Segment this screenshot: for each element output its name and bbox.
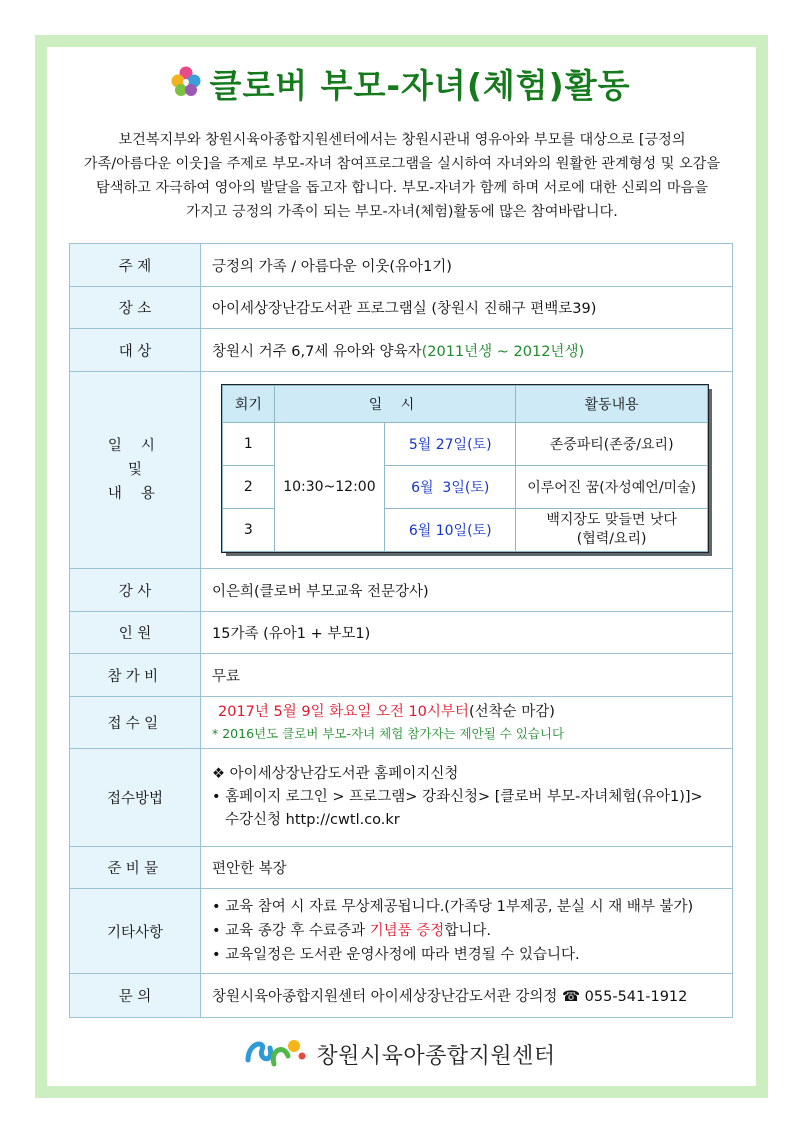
- row-etc: [70, 889, 733, 974]
- row-supplies: [70, 847, 733, 889]
- session-content: [516, 508, 708, 551]
- target-text: 창원시 거주 6,7세 유아와 양육자: [212, 343, 422, 360]
- clover-flower-icon: [169, 64, 203, 102]
- label-capacity: 인 원: [70, 612, 201, 654]
- row-registration-method: [70, 749, 733, 847]
- scc-logo-icon: [244, 1034, 308, 1074]
- label-target: 대 상: [70, 329, 201, 372]
- label-fee: 참가비: [70, 654, 201, 697]
- label-contact: 문 의: [70, 974, 201, 1018]
- intro-line: 가족/아름다운 이웃]을 주제로 부모-자녀 참여프로그램을 실시하여 자녀와의 원활한 관계형성 및 오감을: [83, 156, 721, 172]
- session-no: 3: [223, 508, 275, 551]
- session-no: 1: [223, 422, 275, 465]
- label-registration-date: 접수일: [70, 697, 201, 749]
- value-fee: 무료: [201, 654, 733, 697]
- registration-date-line: [212, 701, 731, 723]
- value-supplies: 편안한 복장: [201, 847, 733, 889]
- label-registration-method: 접수방법: [70, 749, 201, 847]
- header-datetime: 일 시: [274, 385, 516, 422]
- session-time: 10:30~12:00: [274, 422, 384, 551]
- value-instructor: 이은희(클로버 부모교육 전문강사): [201, 569, 733, 612]
- header-content: 활동내용: [516, 385, 708, 422]
- value-registration-method: [201, 749, 733, 847]
- etc-line2-post: 합니다.: [444, 923, 491, 939]
- label-etc: 기타사항: [70, 889, 201, 974]
- schedule-header-row: [223, 385, 708, 422]
- value-contact: 창원시육아종합지원센터 아이세상장난감도서관 강의정 ☎ 055-541-1912: [201, 974, 733, 1018]
- registration-first-come: (선착순 마감): [468, 703, 555, 720]
- title-row: [0, 58, 800, 108]
- registration-note: * 2016년도 클로버 부모-자녀 체험 참가자는 제안될 수 있습니다: [212, 725, 565, 741]
- etc-line2-pre: • 교육 종강 후 수료증과: [212, 923, 370, 939]
- label-schedule-3: 내 용: [107, 486, 163, 502]
- row-contact: [70, 974, 733, 1018]
- row-place: [70, 287, 733, 329]
- label-schedule: [70, 372, 201, 569]
- etc-line: [212, 919, 731, 943]
- label-instructor: 강 사: [70, 569, 201, 612]
- session-date: 5월 27일(토): [385, 422, 516, 465]
- info-table: [69, 243, 733, 1018]
- label-place: 장 소: [70, 287, 201, 329]
- intro-line: 가지고 긍정의 가족이 되는 부모-자녀(체험)활동에 많은 참여바랍니다.: [186, 204, 618, 220]
- row-fee: [70, 654, 733, 697]
- session-content: 이루어진 꿈(자성예언/미술): [516, 465, 708, 508]
- etc-line: • 교육일정은 도서관 운영사정에 따라 변경될 수 있습니다.: [212, 947, 580, 963]
- schedule-cell: [201, 372, 733, 569]
- session-date: 6월 10일(토): [385, 508, 516, 551]
- header-session: 회기: [223, 385, 275, 422]
- etc-line: • 교육 참여 시 자료 무상제공됩니다.(가족당 1부제공, 분실 시 재 배부 불가): [212, 899, 694, 915]
- value-target: [201, 329, 733, 372]
- method-link[interactable]: 수강신청 http://cwtl.co.kr: [225, 812, 400, 828]
- session-content: 존중파티(존중/요리): [516, 422, 708, 465]
- label-supplies: 준비물: [70, 847, 201, 889]
- row-registration-date: [70, 697, 733, 749]
- label-topic: 주 제: [70, 244, 201, 287]
- label-schedule-1: 일 시: [107, 438, 163, 454]
- value-registration-date: [201, 697, 733, 749]
- label-schedule-2: 및: [127, 462, 142, 478]
- row-schedule: [70, 372, 733, 569]
- schedule-table: [222, 385, 708, 552]
- page-title: 클로버 부모-자녀(체험)활동: [209, 65, 631, 105]
- footer-org-name: 창원시육아종합지원센터: [316, 1043, 556, 1069]
- session-no: 2: [223, 465, 275, 508]
- session-date: 6월 3일(토): [385, 465, 516, 508]
- row-capacity: [70, 612, 733, 654]
- value-topic: 긍정의 가족 / 아름다운 이웃(유아1기): [201, 244, 733, 287]
- target-birth-years: (2011년생 ~ 2012년생): [421, 343, 585, 360]
- row-topic: [70, 244, 733, 287]
- schedule-row: [223, 422, 708, 465]
- footer: [0, 1036, 800, 1072]
- registration-start: 2017년 5월 9일 화요일 오전 10시부터: [218, 703, 469, 720]
- intro-paragraph: [52, 128, 752, 224]
- method-line: ❖ 아이세상장난감도서관 홈페이지신청: [212, 766, 459, 782]
- value-etc: [201, 889, 733, 974]
- intro-line: 탐색하고 자극하여 영아의 발달을 돕고자 합니다. 부모-자녀가 함께 하며 서로에 대한 신뢰의 마음을: [96, 180, 708, 196]
- method-line: • 홈페이지 로그인 > 프로그램> 강좌신청> [클로버 부모-자녀체험(유아1)]>: [212, 789, 703, 805]
- etc-gift: 기념품 증정: [369, 923, 445, 939]
- value-place: 아이세상장난감도서관 프로그램실 (창원시 진해구 편백로39): [201, 287, 733, 329]
- row-instructor: [70, 569, 733, 612]
- session-content-line: 백지장도 맞들면 낫다: [546, 511, 677, 528]
- row-target: [70, 329, 733, 372]
- intro-line: 보건복지부와 창원시육아종합지원센터에서는 창원시관내 영유아와 부모를 대상으로 [긍정의: [118, 132, 686, 148]
- value-capacity: 15가족 (유아1 + 부모1): [201, 612, 733, 654]
- session-content-line: (협력/요리): [576, 530, 647, 547]
